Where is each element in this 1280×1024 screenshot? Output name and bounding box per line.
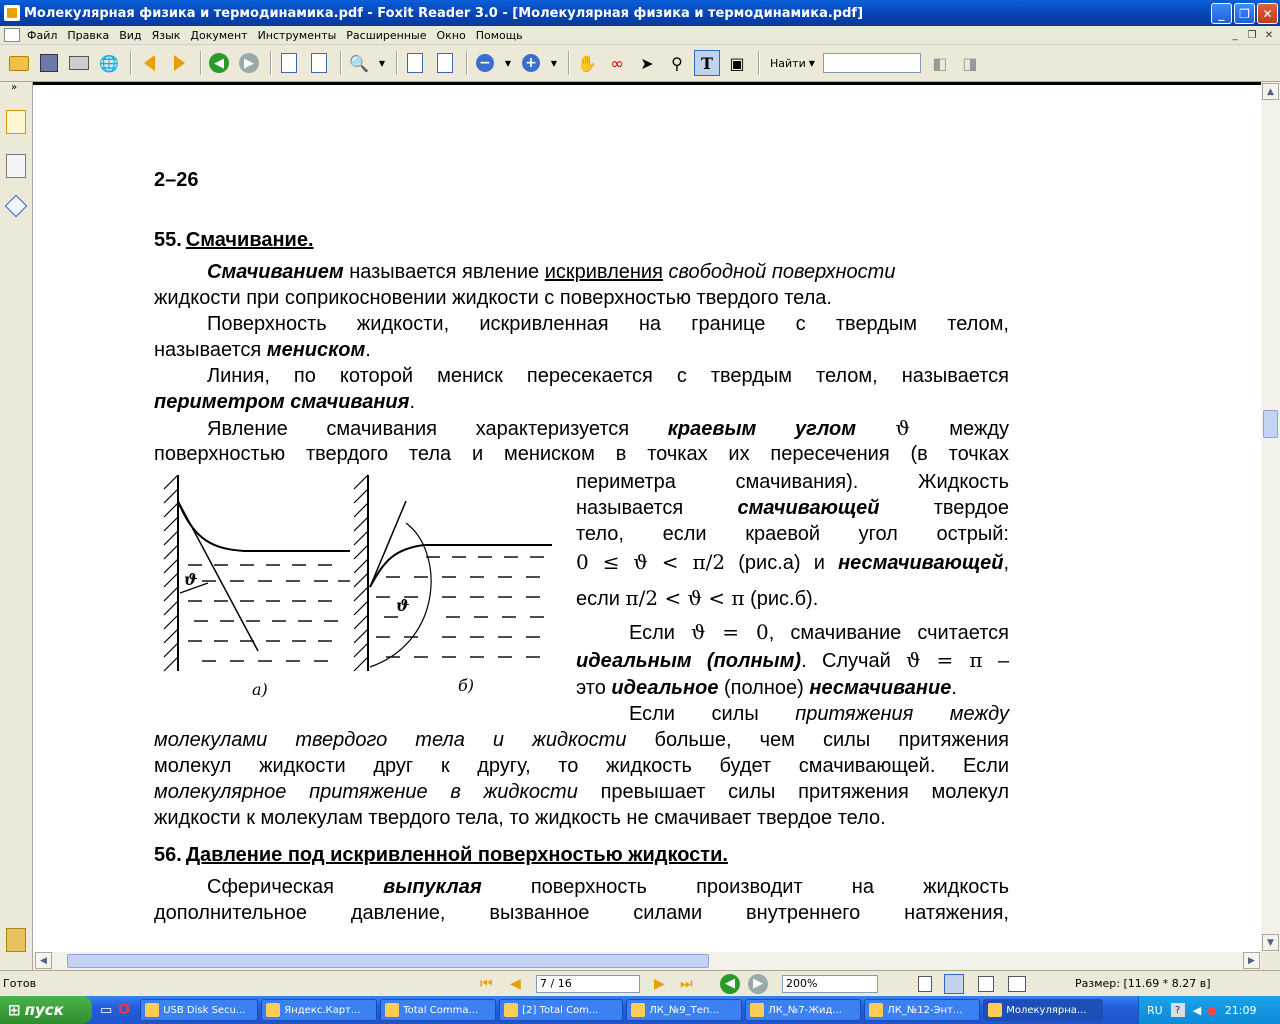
- maximize-button[interactable]: ❐: [1234, 3, 1255, 24]
- vertical-scrollbar[interactable]: [1261, 82, 1280, 952]
- para-4-line-6: 0 ≤ ϑ < π/2 (рис.а) и несмачивающей,: [576, 550, 1010, 574]
- rotate-left-icon: [281, 53, 297, 73]
- doc-minimize-button[interactable]: _: [1232, 29, 1238, 41]
- expand-panel-icon[interactable]: »: [11, 82, 18, 93]
- menu-language[interactable]: Язык: [151, 28, 181, 42]
- para-5-line-1: Если ϑ = 0, смачивание считается: [629, 620, 1010, 644]
- task-lk7[interactable]: ЛК_№7-Жид...: [745, 999, 861, 1021]
- minimize-button[interactable]: _: [1211, 3, 1232, 24]
- title-bar: [0, 0, 1280, 26]
- fig-b-label: б): [458, 676, 475, 695]
- menu-help[interactable]: Помощь: [475, 28, 523, 42]
- arrow-right-icon: [174, 55, 185, 71]
- navigation-panel: [0, 82, 33, 970]
- horizontal-scrollbar[interactable]: [33, 952, 1261, 970]
- attachments-panel-icon[interactable]: [6, 928, 26, 952]
- para-4-line-5: тело, если краевой угол острый:: [576, 523, 1009, 545]
- page-size-text: Размер: [11.69 * 8.27 в]: [1075, 977, 1211, 990]
- para-2-line-1: Поверхность жидкости, искривленная на границе с твердым телом,: [207, 313, 1009, 335]
- para-7-line-1: Сферическая выпуклая поверхность производит на жидкость: [207, 876, 1010, 898]
- fig-b-wall-hatch: [354, 475, 368, 671]
- forward-button[interactable]: [236, 50, 262, 76]
- scroll-up-button[interactable]: ▲: [1262, 83, 1279, 100]
- para-5-line-2: идеальным (полным). Случай ϑ = π –: [576, 648, 1009, 672]
- task-molecular-physics[interactable]: Молекулярна...: [983, 999, 1103, 1021]
- forward-circle-icon: ▶: [239, 53, 259, 73]
- find-dropdown-icon[interactable]: ▼: [808, 58, 815, 68]
- close-button[interactable]: ✕: [1257, 3, 1278, 24]
- foxit-app-icon: [4, 5, 20, 21]
- find-next-icon: ◨: [962, 53, 978, 73]
- doc-close-button[interactable]: ✕: [1264, 29, 1274, 41]
- first-page-button[interactable]: ⏮: [480, 975, 493, 992]
- para-3-line-2: периметром смачивания.: [154, 391, 415, 413]
- para-1-line-2: жидкости при соприкосновении жидкости с поверхностью твердого тела.: [154, 287, 832, 309]
- magnifier-icon: 🔍: [349, 53, 369, 73]
- zoom-out-dropdown[interactable]: ▼: [504, 58, 512, 68]
- text-cursor-icon: T: [701, 53, 713, 73]
- open-button[interactable]: [6, 50, 32, 76]
- save-button[interactable]: [36, 50, 62, 76]
- task-lk9[interactable]: ЛК_№9_Теп...: [626, 999, 742, 1021]
- loupe-tool-button[interactable]: [604, 50, 630, 76]
- camera-icon: ▣: [729, 53, 745, 73]
- prev-page-status-button[interactable]: ◀: [510, 975, 521, 992]
- vertical-scroll-thumb[interactable]: [1263, 410, 1278, 438]
- section-55-heading: [154, 227, 314, 253]
- email-button[interactable]: [96, 50, 122, 76]
- help-tray-icon[interactable]: ?: [1171, 1003, 1185, 1017]
- menu-bar: [0, 26, 1280, 45]
- para-1-line-1: Смачиванием называется явление искривления свободной поверхности: [207, 261, 896, 283]
- fig-a-theta: ϑ: [184, 570, 198, 589]
- show-desktop-icon[interactable]: ▭: [100, 1002, 113, 1018]
- rotate-right-button[interactable]: [306, 50, 332, 76]
- system-tray: [1138, 996, 1280, 1024]
- back-tray-icon[interactable]: ◀: [1192, 1003, 1202, 1017]
- fit-page-button[interactable]: [402, 50, 428, 76]
- facing-view-icon[interactable]: [978, 976, 994, 992]
- back-circle-icon: ◀: [209, 53, 229, 73]
- para-6-line-3: молекул жидкости друг к другу, то жидкость будет смачивающей. Если: [154, 755, 1009, 777]
- menu-edit[interactable]: Правка: [67, 28, 110, 42]
- section-56-heading: [154, 842, 728, 868]
- horizontal-scroll-thumb[interactable]: [67, 954, 709, 968]
- find-previous-button[interactable]: [927, 50, 953, 76]
- zoom-dropdown[interactable]: ▼: [378, 58, 386, 68]
- hand-tool-button[interactable]: [574, 50, 600, 76]
- windows-logo-icon: ⊞: [8, 1001, 21, 1019]
- find-label[interactable]: Найти: [770, 56, 806, 70]
- document-icon[interactable]: [4, 28, 20, 42]
- menu-view[interactable]: Вид: [119, 28, 142, 42]
- menu-file[interactable]: Файл: [27, 28, 58, 42]
- para-4-line-3: периметра смачивания). Жидкость: [576, 471, 1009, 493]
- window-title: Молекулярная физика и термодинамика.pdf - Foxit Reader 3.0 - [Молекулярная физика и термодинамика.pdf]: [24, 5, 864, 21]
- fig-b-meniscus: [370, 545, 552, 587]
- fit-width-icon: [437, 53, 453, 73]
- document-view[interactable]: [33, 82, 1261, 952]
- menu-tools[interactable]: Инструменты: [257, 28, 337, 42]
- opera-icon[interactable]: O: [118, 1002, 131, 1018]
- status-text: Готов: [3, 977, 37, 990]
- content-frame: [0, 82, 1280, 970]
- text-select-tool-button[interactable]: [694, 50, 720, 76]
- floppy-icon: [40, 54, 58, 72]
- scroll-right-button[interactable]: ▶: [1243, 952, 1260, 969]
- toolbar: [0, 45, 1280, 82]
- zoom-in-dropdown[interactable]: ▼: [550, 58, 558, 68]
- para-4-line-1: Явление смачивания характеризуется краевым углом ϑ между: [207, 416, 1009, 440]
- printer-icon: [69, 56, 89, 70]
- zoom-in-button[interactable]: [518, 50, 544, 76]
- single-page-view-icon[interactable]: [918, 976, 932, 992]
- zoom-level-field[interactable]: 200%: [782, 975, 878, 993]
- plus-icon: +: [522, 54, 540, 72]
- clock[interactable]: 21:09: [1224, 1003, 1257, 1017]
- scroll-left-button[interactable]: ◀: [35, 952, 52, 969]
- find-previous-icon: ◧: [932, 53, 948, 73]
- fig-a-label: а): [252, 680, 268, 699]
- pointer-icon: ➤: [640, 53, 654, 73]
- page-number-field[interactable]: 7 / 16: [536, 975, 640, 993]
- taskbar: [0, 996, 1280, 1024]
- section-56-title: Давление под искривленной поверхностью жидкости.: [185, 844, 728, 866]
- para-6-line-2: молекулами твердого тела и жидкости больше, чем силы притяжения: [154, 729, 1009, 751]
- wetting-figure: [154, 471, 554, 703]
- para-7-line-2: дополнительное давление, вызванное силами внутреннего натяжения,: [154, 902, 1009, 924]
- section-55-number: 55.: [154, 229, 182, 251]
- language-indicator[interactable]: RU: [1147, 1003, 1163, 1017]
- continuous-facing-view-icon[interactable]: [1008, 976, 1026, 992]
- task-lk12[interactable]: ЛК_№12-Энт...: [864, 999, 980, 1021]
- forward-status-button[interactable]: ▶: [748, 974, 768, 994]
- task-yandex-maps[interactable]: Яндекс.Карт...: [261, 999, 377, 1021]
- fig-a-meniscus: [178, 501, 350, 551]
- minus-icon: −: [476, 54, 494, 72]
- rotate-right-icon: [311, 53, 327, 73]
- para-3-line-1: Линия, по которой мениск пересекается с твердым телом, называется: [207, 365, 1009, 387]
- para-4-line-7: если π/2 < ϑ < π (рис.б).: [576, 586, 819, 610]
- fig-b-tangent: [370, 501, 406, 587]
- fig-a-liquid-dashes: [188, 565, 350, 661]
- back-button[interactable]: [206, 50, 232, 76]
- hand-icon: ✋: [577, 53, 597, 73]
- para-6-line-5: жидкости к молекулам твердого тела, то жидкость не смачивает твердое тело.: [154, 807, 886, 829]
- task-total-commander-2[interactable]: [2] Total Com...: [499, 999, 623, 1021]
- back-status-button[interactable]: ◀: [720, 974, 740, 994]
- menu-advanced[interactable]: Расширенные: [346, 28, 427, 42]
- zoom-out-button[interactable]: [472, 50, 498, 76]
- para-2-line-2: называется мениском.: [154, 339, 371, 361]
- section-56-number: 56.: [154, 844, 182, 866]
- find-next-button[interactable]: [957, 50, 983, 76]
- rotate-left-button[interactable]: [276, 50, 302, 76]
- previous-page-button[interactable]: [136, 50, 162, 76]
- fig-b-theta: ϑ: [396, 596, 410, 615]
- para-5-line-3: это идеальное (полное) несмачивание.: [576, 677, 957, 699]
- print-button[interactable]: [66, 50, 92, 76]
- fit-page-icon: [407, 53, 423, 73]
- globe-icon: 🌐: [99, 53, 119, 73]
- status-bar: [0, 970, 1280, 996]
- last-page-button[interactable]: ⏭: [680, 975, 693, 992]
- layers-panel-icon[interactable]: [5, 195, 28, 218]
- binoculars-icon: ⚲: [671, 53, 683, 73]
- page-header: 2–26: [154, 169, 199, 191]
- folder-icon: [9, 56, 29, 71]
- fig-a-wall-hatch: [164, 475, 178, 671]
- select-tool-button[interactable]: [634, 50, 660, 76]
- next-page-status-button[interactable]: ▶: [654, 975, 665, 992]
- antivirus-tray-icon[interactable]: ●: [1207, 1003, 1217, 1017]
- snapshot-tool-button[interactable]: [724, 50, 750, 76]
- para-6-line-1: Если силы притяжения между: [629, 703, 1009, 725]
- scroll-down-button[interactable]: ▼: [1262, 934, 1279, 951]
- thumbnails-panel-icon[interactable]: [6, 154, 26, 178]
- para-6-line-4: молекулярное притяжение в жидкости превышает силы притяжения молекул: [154, 781, 1009, 803]
- para-4-line-2: поверхностью твердого тела и мениском в точках их пересечения (в точках: [154, 443, 1009, 465]
- menu-window[interactable]: Окно: [436, 28, 466, 42]
- task-usb-disk[interactable]: USB Disk Secu...: [140, 999, 258, 1021]
- fit-width-button[interactable]: [432, 50, 458, 76]
- start-button[interactable]: ⊞ пуск: [0, 996, 92, 1024]
- next-page-button[interactable]: [166, 50, 192, 76]
- arrow-left-icon: [144, 55, 155, 71]
- find-input[interactable]: [823, 53, 921, 73]
- search-tool-button[interactable]: [664, 50, 690, 76]
- doc-restore-button[interactable]: ❐: [1247, 29, 1257, 41]
- para-4-line-4: называется смачивающей твердое: [576, 497, 1009, 519]
- section-55-title: Смачивание.: [185, 229, 314, 251]
- task-total-commander[interactable]: Total Comma...: [380, 999, 496, 1021]
- continuous-view-icon[interactable]: [944, 974, 964, 994]
- bookmarks-panel-icon[interactable]: [6, 110, 26, 134]
- glasses-icon: ∞: [610, 53, 624, 73]
- zoom-in-tool-button[interactable]: [346, 50, 372, 76]
- menu-document[interactable]: Документ: [190, 28, 248, 42]
